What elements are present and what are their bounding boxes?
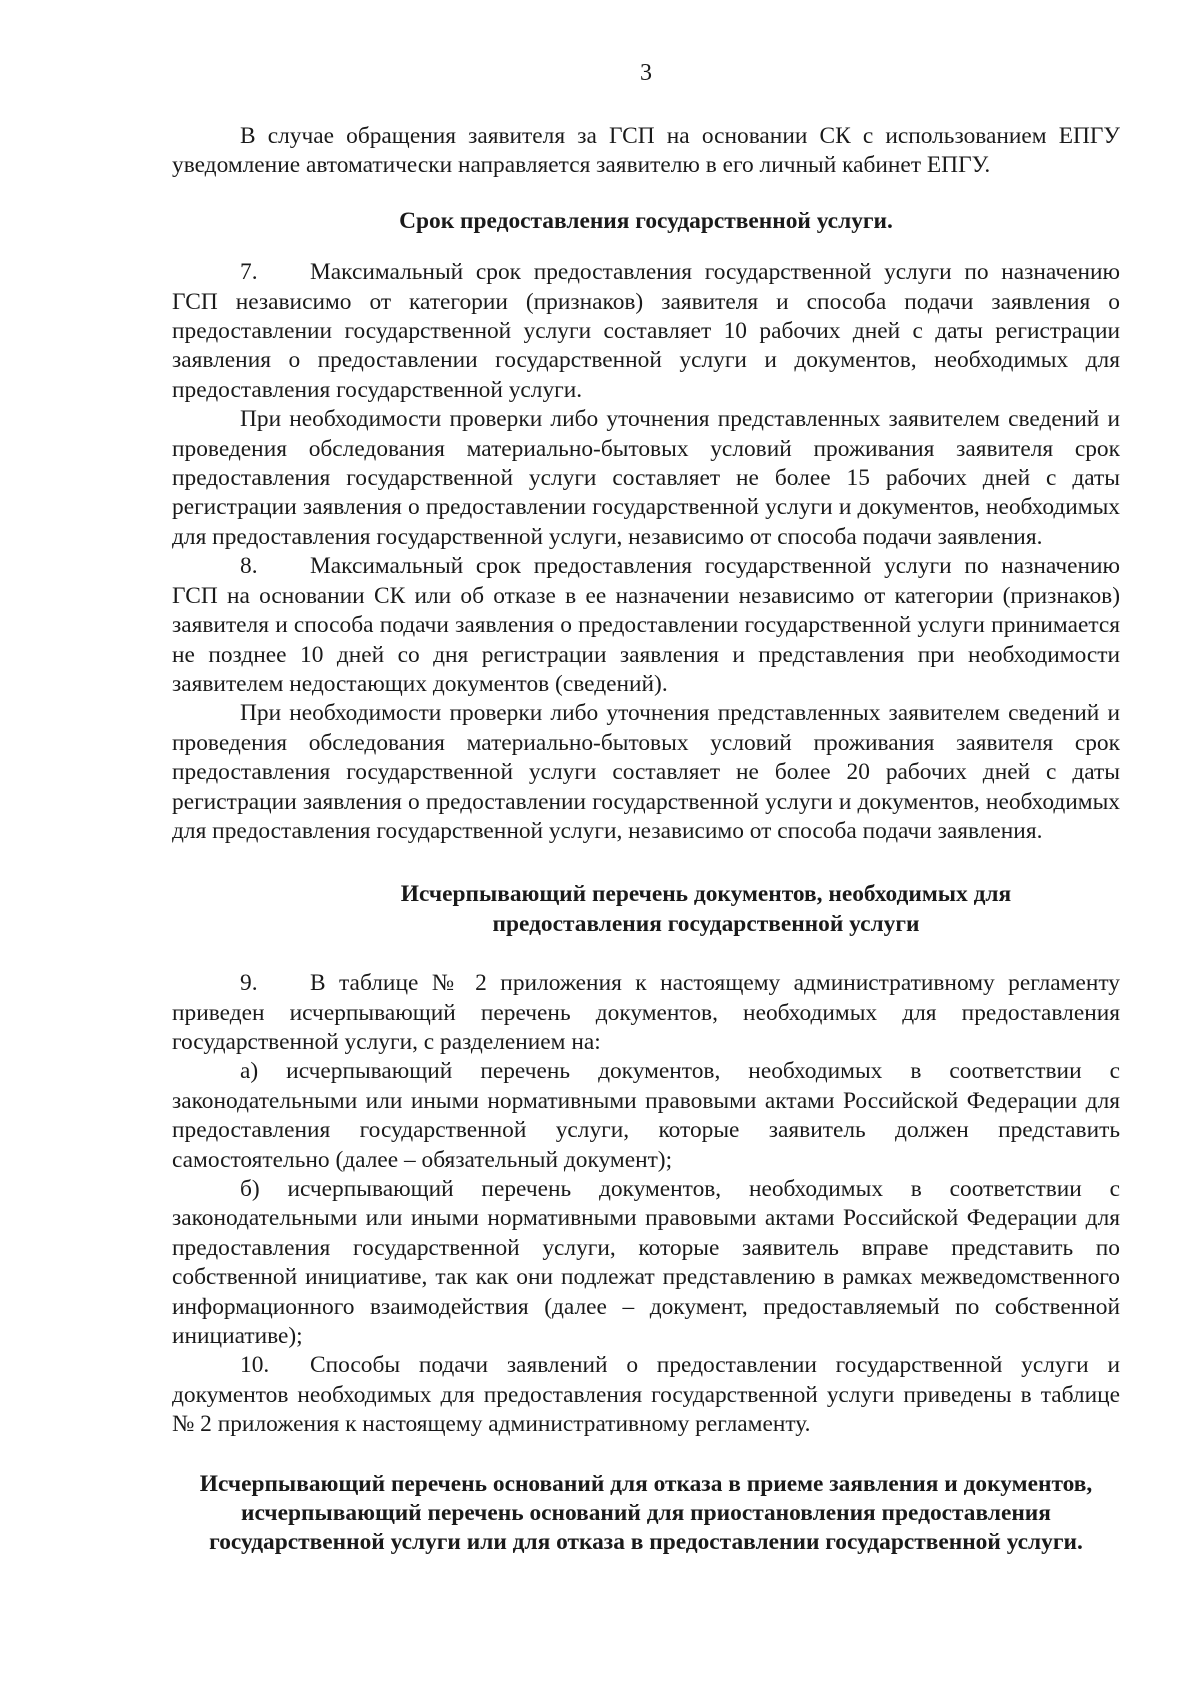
item-number: 8. (240, 553, 258, 580)
section-term-heading: Срок предоставления государственной услуги. (399, 207, 893, 234)
item-10 (172, 1351, 1120, 1439)
item-7 (172, 258, 1120, 405)
item-text: Максимальный срок предоставления государственной услуги по назначению ГСП на основании СК или об отказе в ее назначении независимо от категории (признаков) заявителя и способа подачи заявления о предоставлении государственной услуги принимается не позднее 10 дней со дня регистрации заявления и представления при необходимости заявителем недостающих документов (сведений). (172, 553, 1120, 697)
section-refusal-heading (166, 1470, 1126, 1558)
heading-line: исчерпывающий перечень оснований для приостановления предоставления (241, 1500, 1051, 1527)
item-text: Максимальный срок предоставления государственной услуги по назначению ГСП независимо от категории (признаков) заявителя и способа подачи заявления о предоставлении государственной услуги составляет 10 рабочих дней с даты регистрации заявления о предоставлении государственной услуги и документов, необходимых для предоставления государственной услуги. (172, 259, 1120, 403)
heading-line: Исчерпывающий перечень оснований для отказа в приеме заявления и документов, (199, 1470, 1093, 1497)
item-number: 10. (240, 1352, 270, 1379)
item-9-subitem-b: б) исчерпывающий перечень документов, необходимых в соответствии с законодательными или иными нормативными правовыми актами Российской Федерации для предоставления государственной услуги, которые заявитель вправе представить по собственной инициативе, так как они подлежат представлению в рамках межведомственного информационного взаимодействия (далее – документ, предоставляемый по собственной инициативе); (172, 1176, 1120, 1350)
document-page (172, 58, 1120, 1558)
heading-line: Исчерпывающий перечень документов, необходимых для (400, 881, 1012, 908)
item-number: 7. (240, 259, 258, 286)
item-text: В таблице № 2 приложения к настоящему административному регламенту приведен исчерпывающий перечень документов, необходимых для предоставления государственной услуги, с разделением на: (172, 970, 1120, 1055)
item-7-extra-paragraph: При необходимости проверки либо уточнения представленных заявителем сведений и проведения обследования материально-бытовых условий проживания заявителя срок предоставления государственной услуги составляет не более 15 рабочих дней с даты регистрации заявления о предоставлении государственной услуги и документов, необходимых для предоставления государственной услуги, независимо от способа подачи заявления. (172, 406, 1120, 550)
intro-paragraph: В случае обращения заявителя за ГСП на основании СК с использованием ЕПГУ уведомление автоматически направляется заявителю в его личный кабинет ЕПГУ. (172, 123, 1120, 179)
page-number: 3 (640, 60, 652, 86)
heading-line: предоставления государственной услуги (492, 910, 920, 937)
item-text: Способы подачи заявлений о предоставлении государственной услуги и документов необходимых для предоставления государственной услуги приведены в таблице № 2 приложения к настоящему административному регламенту. (172, 1352, 1120, 1438)
item-number: 9. (240, 970, 258, 997)
item-9-subitem-a: а) исчерпывающий перечень документов, необходимых в соответствии с законодательными или иными нормативными правовыми актами Российской Федерации для предоставления государственной услуги, которые заявитель должен представить самостоятельно (далее – обязательный документ); (172, 1058, 1120, 1173)
item-8-extra-paragraph: При необходимости проверки либо уточнения представленных заявителем сведений и проведения обследования материально-бытовых условий проживания заявителя срок предоставления государственной услуги составляет не более 20 рабочих дней с даты регистрации заявления о предоставлении государственной услуги и документов, необходимых для предоставления государственной услуги, независимо от способа подачи заявления. (172, 700, 1120, 844)
heading-line: государственной услуги или для отказа в предоставлении государственной услуги. (209, 1529, 1083, 1556)
item-9 (172, 969, 1120, 1057)
section-docs-heading (172, 880, 1120, 939)
item-8 (172, 552, 1120, 699)
